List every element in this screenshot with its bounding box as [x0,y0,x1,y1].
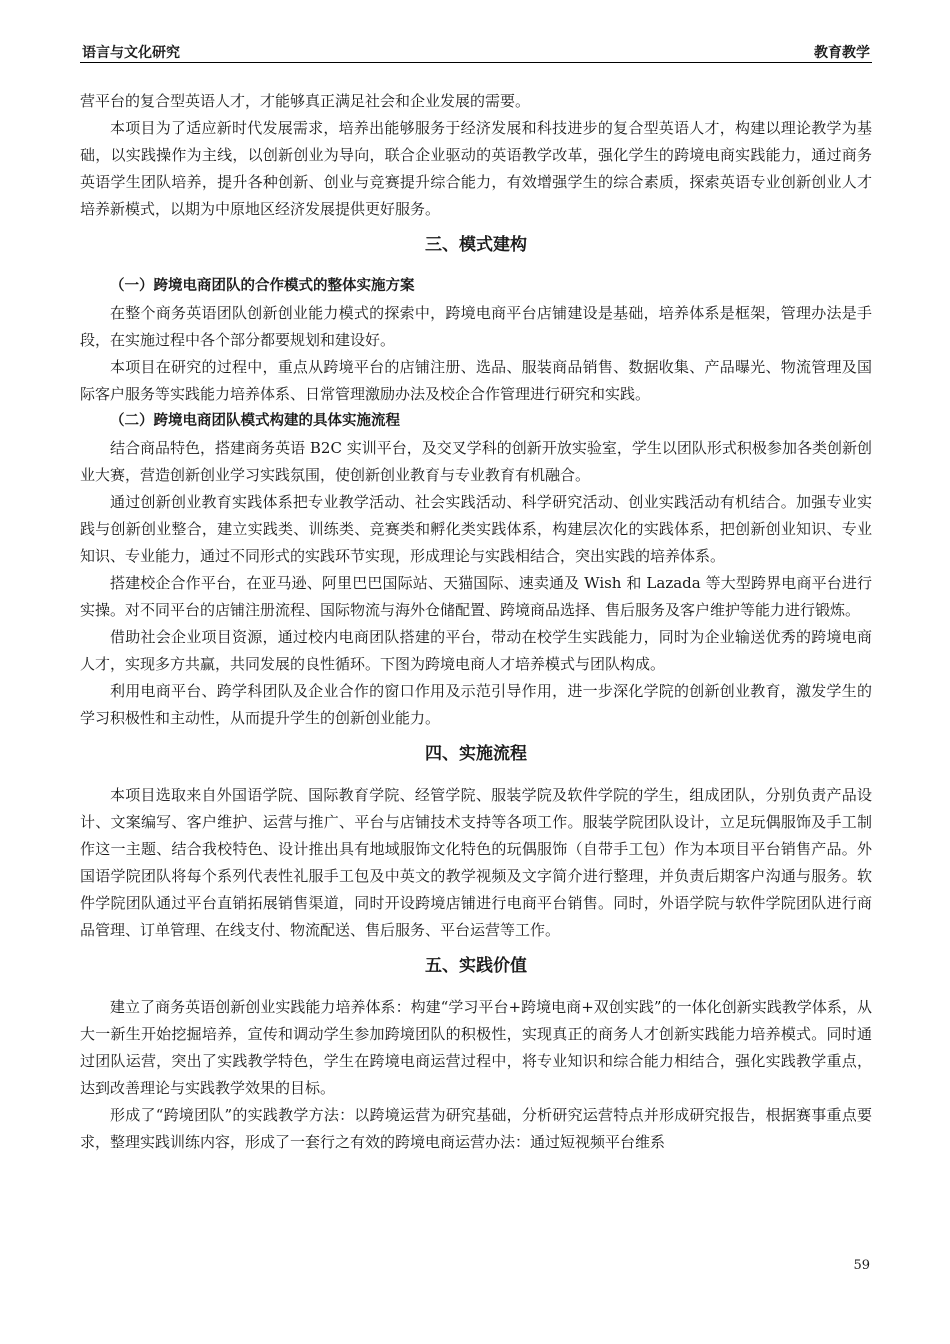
paragraph: 本项目为了适应新时代发展需求，培养出能够服务于经济发展和科技进步的复合型英语人才，构建以理论教学为基础，以实践操作为主线，以创新创业为导向，联合企业驱动的英语教学改革，强化学生的跨境电商实践能力，通过商务英语学生团队培养，提升各种创新、创业与竞赛提升综合能力，有效增强学生的综合素质，探索英语专业创新创业人才培养新模式，以期为中原地区经济发展提供更好服务。 [80,119,872,218]
paragraph: 营平台的复合型英语人才，才能够真正满足社会和企业发展的需要。 [80,92,531,110]
paragraph: 形成了“跨境团队”的实践教学方法：以跨境运营为研究基础，分析研究运营特点并形成研究报告，根据赛事重点要求，整理实践训练内容，形成了一套行之有效的跨境电商运营办法：通过短视频平台维系 [80,1106,872,1151]
section-heading-5: 五、实践价值 [425,956,527,976]
paragraph: 本项目在研究的过程中，重点从跨境平台的店铺注册、选品、服装商品销售、数据收集、产品曝光、物流管理及国际客户服务等实践能力培养体系、日常管理激励办法及校企合作管理进行研究和实践。 [80,358,872,403]
subsection-heading-2: （二）跨境电商团队模式构建的具体实施流程 [110,413,400,429]
paragraph: 通过创新创业教育实践体系把专业教学活动、社会实践活动、科学研究活动、创业实践活动有机结合。加强专业实践与创新创业整合，建立实践类、训练类、竞赛类和孵化类实践体系，构建层次化的实践体系，把创新创业知识、专业知识、专业能力，通过不同形式的实践环节实现，形成理论与实践相结合，突出实践的培养体系。 [80,493,872,565]
journal-title: 语言与文化研究 [82,45,180,61]
paragraph: 本项目选取来自外国语学院、国际教育学院、经管学院、服装学院及软件学院的学生，组成团队，分别负责产品设计、文案编写、客户维护、运营与推广、平台与店铺技术支持等各项工作。服装学院团队设计，立足玩偶服饰及手工制作这一主题、结合我校特色、设计推出具有地域服饰文化特色的玩偶服饰（自带手工包）作为本项目平台销售产品。外国语学院团队将每个系列代表性礼服手工包及中英文的教学视频及文字简介进行整理，并负责后期客户沟通与服务。软件学院团队通过平台直销拓展销售渠道，同时开设跨境店铺进行电商平台销售。同时，外语学院与软件学院团队进行商品管理、订单管理、在线支付、物流配送、售后服务、平台运营等工作。 [80,786,872,939]
paragraph: 在整个商务英语团队创新创业能力模式的探索中，跨境电商平台店铺建设是基础，培养体系是框架，管理办法是手段，在实施过程中各个部分都要规划和建设好。 [80,304,872,349]
subsection-heading-1: （一）跨境电商团队的合作模式的整体实施方案 [110,278,415,294]
article-body [80,88,872,1156]
running-header [80,38,872,63]
section-heading-4: 四、实施流程 [425,744,527,764]
paragraph: 借助社会企业项目资源，通过校内电商团队搭建的平台，带动在校学生实践能力，同时为企业输送优秀的跨境电商人才，实现多方共赢，共同发展的良性循环。下图为跨境电商人才培养模式与团队构成。 [80,628,872,673]
paragraph: 利用电商平台、跨学科团队及企业合作的窗口作用及示范引导作用，进一步深化学院的创新创业教育，激发学生的学习积极性和主动性，从而提升学生的创新创业能力。 [80,682,872,727]
paragraph: 搭建校企合作平台，在亚马逊、阿里巴巴国际站、天猫国际、速卖通及 Wish 和 Lazada 等大型跨界电商平台进行实操。对不同平台的店铺注册流程、国际物流与海外仓储配置、跨境商品选择、售后服务及客户维护等能力进行锻炼。 [80,574,872,619]
section-title: 教育教学 [814,45,870,61]
paragraph: 建立了商务英语创新创业实践能力培养体系：构建“学习平台+跨境电商+双创实践”的一体化创新实践教学体系，从大一新生开始挖掘培养，宣传和调动学生参加跨境团队的积极性，实现真正的商务人才创新实践能力培养模式。同时通过团队运营，突出了实践教学特色，学生在跨境电商运营过程中，将专业知识和综合能力相结合，强化实践教学重点，达到改善理论与实践教学效果的目标。 [80,998,872,1097]
page-number: 59 [853,1258,870,1273]
section-heading-3: 三、模式建构 [425,235,527,255]
paragraph: 结合商品特色，搭建商务英语 B2C 实训平台，及交叉学科的创新开放实验室，学生以团队形式积极参加各类创新创业大赛，营造创新创业学习实践氛围，使创新创业教育与专业教育有机融合。 [80,439,872,484]
